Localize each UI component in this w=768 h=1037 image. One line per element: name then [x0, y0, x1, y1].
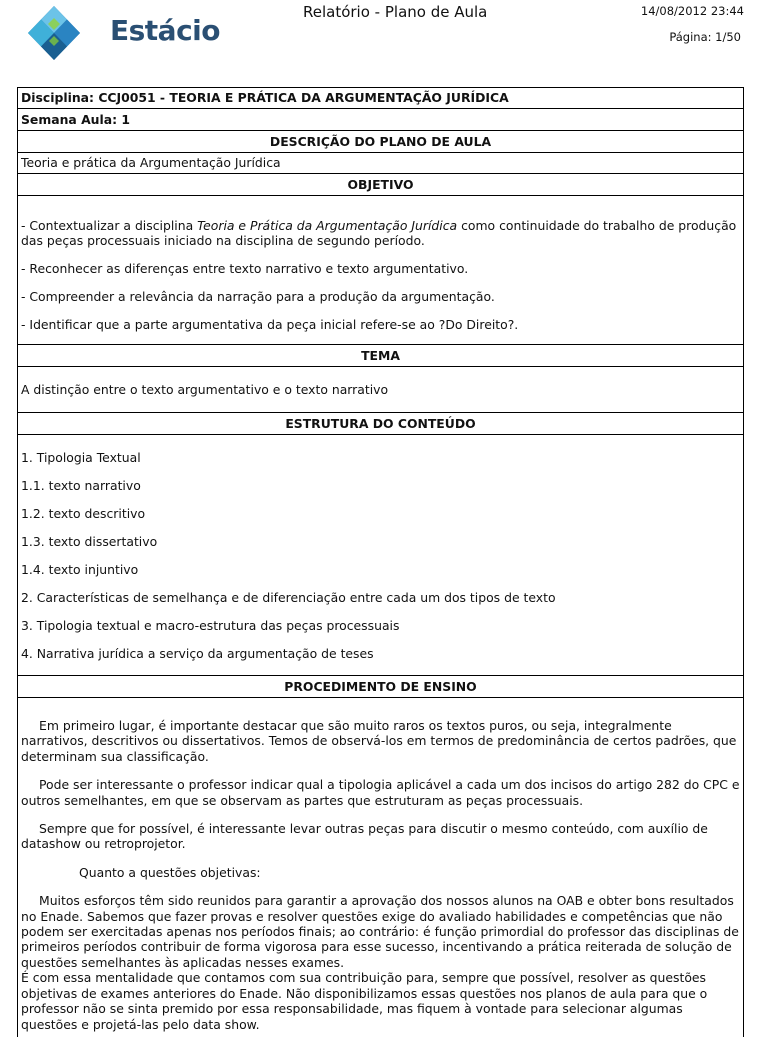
semana-row: Semana Aula: 1 — [18, 108, 743, 130]
estrutura-item: 2. Características de semelhança e de diferenciação entre cada um dos tipos de texto — [21, 590, 556, 605]
procedimento-paragraph: É com essa mentalidade que contamos com sua contribuição para, sempre que possível, resolver as questões objetivas de exames anteriores do Enade. Não disponibilizamos essas questões nos planos de aula para que o professor não se sinta premido por essa responsabilidade, mas fiquem à vontade para selecionar algumas questões e projetá-las pelo data show. — [21, 970, 708, 1032]
objetivo-item-2: - Reconhecer as diferenças entre texto narrativo e texto argumentativo. — [21, 261, 469, 276]
tema-text: A distinção entre o texto argumentativo e o texto narrativo — [18, 366, 743, 412]
report-datetime: 14/08/2012 23:44 — [640, 4, 744, 18]
lesson-plan-table — [17, 87, 744, 1037]
procedimento-section — [18, 697, 743, 1037]
page-indicator: Página: 1/50 — [669, 30, 741, 44]
estrutura-item: 1.4. texto injuntivo — [21, 562, 139, 577]
objetivo-item-1: - Contextualizar a disciplina Teoria e Prática da Argumentação Jurídica como continuidade do trabalho de produção das peças processuais iniciado na disciplina de segundo período. — [21, 218, 737, 248]
procedimento-heading: PROCEDIMENTO DE ENSINO — [18, 675, 743, 697]
procedimento-paragraph: Sempre que for possível, é interessante levar outras peças para discutir o mesmo conteúdo, com auxílio de datashow ou retroprojetor. — [21, 821, 708, 852]
tema-heading: TEMA — [18, 344, 743, 366]
estrutura-item: 4. Narrativa jurídica a serviço da argumentação de teses — [21, 646, 374, 661]
procedimento-paragraph: Em primeiro lugar, é importante destacar que são muito raros os textos puros, ou seja, integralmente narrativos, descritivos ou dissertativos. Temos de observá-los em termos de predominância de certos padrões, que determinam sua classificação. — [21, 718, 737, 764]
estrutura-item: 3. Tipologia textual e macro-estrutura das peças processuais — [21, 618, 400, 633]
brand-name: Estácio — [110, 14, 221, 47]
estrutura-item: 1.2. texto descritivo — [21, 506, 146, 521]
estacio-logo — [26, 4, 221, 62]
objetivo-item-3: - Compreender a relevância da narração para a produção da argumentação. — [21, 289, 495, 304]
objetivo-heading: OBJETIVO — [18, 173, 743, 195]
estacio-logo-icon — [26, 4, 82, 62]
estrutura-item: 1.3. texto dissertativo — [21, 534, 158, 549]
procedimento-subheading: Quanto a questões objetivas: — [79, 864, 261, 880]
estrutura-list — [18, 434, 743, 675]
objetivo-item-4: - Identificar que a parte argumentativa da peça inicial refere-se ao ?Do Direito?. — [21, 317, 519, 332]
report-header — [0, 0, 768, 80]
procedimento-paragraph: Muitos esforços têm sido reunidos para garantir a aprovação dos nossos alunos na OAB e obter bons resultados no Enade. Sabemos que fazer provas e resolver questões exige do avaliado habilidades e competências que não podem ser exercitadas apenas nos períodos finais; ao contrário: é função primordial do professor das disciplinas de primeiros períodos contribuir de forma vigorosa para esse sucesso, incentivando a prática reiterada de solução de questões semelhantes às aplicadas nesses exames. — [21, 893, 739, 970]
estrutura-heading: ESTRUTURA DO CONTEÚDO — [18, 412, 743, 434]
descricao-heading: DESCRIÇÃO DO PLANO DE AULA — [18, 130, 743, 152]
procedimento-paragraph: Pode ser interessante o professor indicar qual a tipologia aplicável a cada um dos incisos do artigo 282 do CPC e outros semelhantes, em que se observam as partes que estruturam as peças processuais. — [21, 777, 740, 808]
objetivo-section — [18, 195, 743, 344]
disciplina-row: Disciplina: CCJ0051 - TEORIA E PRÁTICA DA ARGUMENTAÇÃO JURÍDICA — [18, 87, 743, 108]
estrutura-item: 1.1. texto narrativo — [21, 478, 141, 493]
report-title: Relatório - Plano de Aula — [303, 3, 488, 21]
descricao-text: Teoria e prática da Argumentação Jurídica — [18, 152, 743, 173]
estrutura-item: 1. Tipologia Textual — [21, 450, 141, 465]
